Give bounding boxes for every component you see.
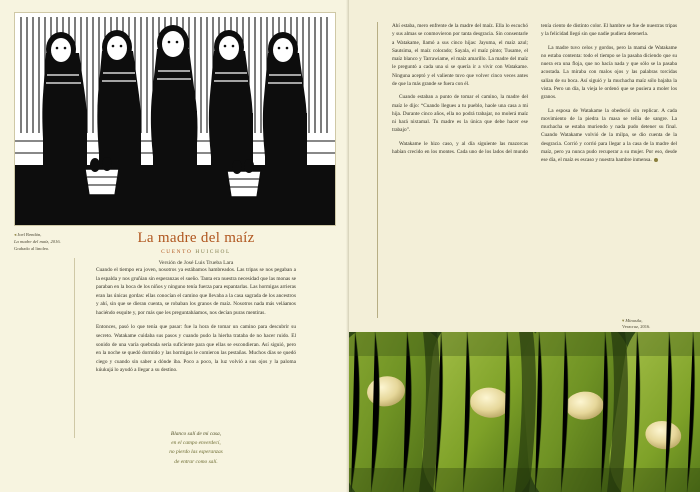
subtitle-genre-language bbox=[96, 249, 296, 255]
genre-label: CUENTO bbox=[161, 249, 193, 255]
poem-line: no pierdo las esperanzas bbox=[169, 449, 223, 456]
end-of-story-dot-icon bbox=[654, 158, 658, 162]
paragraph: La madre tuvo celos y gordos, pero la mamá de Watakame no estaba contenta: todo el tiempo se la pasaba diciendo que su nuera era una floja, que no hacía nada y que sólo se la pasaba acostada. La miraba con malos ojos y las palabras torcidas salían de su boca. Así siguió y la muchacha maíz sólo bajaba la vista. Pero un día, la vieja le ordenó que se pusiera a moler los granos. bbox=[541, 44, 677, 101]
left-page bbox=[0, 0, 349, 492]
right-page bbox=[349, 0, 700, 492]
left-column-rule bbox=[74, 258, 75, 438]
paragraph: Ahí estaba, mero enfrente de la madre del maíz. Ella lo escuchó y sus almas se conmovieron por tanta desgracia. Sin consentarle a Watakame, llamó a sus cinco hijas: Jayuma, el maíz azul; Sautsima, el maíz colorado; Sayala, el maíz pinto; Tusame, el maíz blanco y Tarrawiame, el maíz amarillo. La madre del maíz le preguntó a cada una si se quería ir a vivir con Watakame. Ninguna aceptó y el valiente tuvo que volver cinco veces antes de que la más grande se fuera con él. bbox=[392, 23, 528, 87]
caption-marker-icon: ◂ bbox=[14, 232, 17, 237]
paragraph: Watakame le hizo caso, y al día siguiente las mazorcas habían crecido en los montes. Cada uno de los lados del mundo tenía ciento de distinto color. El hambre se fue de nuestras tripas y la felicidad llegó sin que nadie pudiera detenerla. bbox=[392, 23, 677, 155]
photo-caption-line-1: Minustla, bbox=[625, 318, 643, 323]
paragraph-text: La esposa de Watakame la obedeció sin replicar. A cada movimiento de la piedra la masa se teñía de sangre. La muchacha se estaba muriendo y nada pudo detener su final. Cuando Watakame volvió de la milpa, se dio cuenta de la desgracia. Corrió y corrió para llegar a la casa de la madre del maíz, pero ya nunca pudo recuperar a su mujer. Por eso, desde ese día, el maíz es escaso y nuestra hambre inmensa. bbox=[541, 107, 677, 164]
paragraph: Entonces, pasó lo que tenía que pasar: fue la hora de tomar un camino para descubrir su secreto. Watakame cuidaba sus pasos y cuando pudo la hierba trataba de no hacer ruido. El sonido de una varía quebrada sería suficiente para que ellas se escondieran. Así siguió, pero en la noche se quedó dormido y las hormigas le comieron las pestañas. Muchos días se quedó ciego y cuando sin saber a dónde iba. Poco a poco, la luz volvió a sus ojos y la paloma kúukujá lo ayudó a llegar a su destino. bbox=[96, 324, 296, 374]
artwork-caption-line-3: Grabado al linoleo. bbox=[14, 245, 50, 251]
paragraph bbox=[541, 107, 677, 165]
title-block bbox=[96, 230, 296, 266]
corn-photo-illustration bbox=[349, 332, 700, 492]
riddle-poem bbox=[96, 430, 296, 467]
artwork-caption-line-2: La madre del maíz, 2016. bbox=[14, 238, 61, 244]
caption-marker-icon: ▾ bbox=[622, 318, 625, 323]
right-body-text bbox=[392, 22, 677, 314]
version-credit: Versión de José Luis Trueba Lara bbox=[158, 260, 234, 266]
page-title: La madre del maíz bbox=[137, 230, 255, 246]
poem-line: Blanco salí de mi casa, bbox=[170, 431, 222, 437]
linocut-artwork bbox=[14, 12, 336, 226]
photo-caption bbox=[622, 318, 692, 331]
corn-photograph bbox=[349, 332, 700, 492]
left-body-text bbox=[96, 266, 296, 381]
poem-line: de entrar como salí. bbox=[174, 458, 218, 465]
artwork-caption-line-1: Joel Rendón, bbox=[17, 232, 42, 237]
right-text-panel bbox=[377, 22, 677, 318]
photo-caption-line-2: Veracruz, 2016. bbox=[622, 324, 651, 330]
artwork-illustration bbox=[15, 13, 335, 225]
paragraph: Cuando el tiempo era joven, nosotros ya estábamos hambreados. Las tripas se nos pegaban a la espalda y nos gruñían sin esperanzas el sueño. Tanta era nuestra necesidad que las monas se paraban en la boca de los niños y ninguno tenía fuerza para espantarlas. Las hormigas arrieras eran las únicas gordas: ellas conocían el camino que llevaba a la casa sagrada de los ancestros y ahí, sin que se dieran cuenta, se robaban los granos de maíz. Nosotros nada más veláamos haciéndo esquite y, por más que les preguntabáamos, nos decían puras mentiras. bbox=[96, 267, 296, 316]
poem-line: en el campo enverdecí, bbox=[171, 440, 221, 447]
paragraph: Cuando estaban a punto de tomar el camino, la madre del maíz le dijo: “Cuando llegues a tu pueblo, haole una casa a mi hija. Durante cinco años, ella no podrá trabajar, no molerá maíz ni hará nixtamal. Tu madre es la única que debe hacer ese trabajo”. bbox=[392, 94, 528, 134]
language-label: HUICHOL bbox=[195, 249, 231, 255]
